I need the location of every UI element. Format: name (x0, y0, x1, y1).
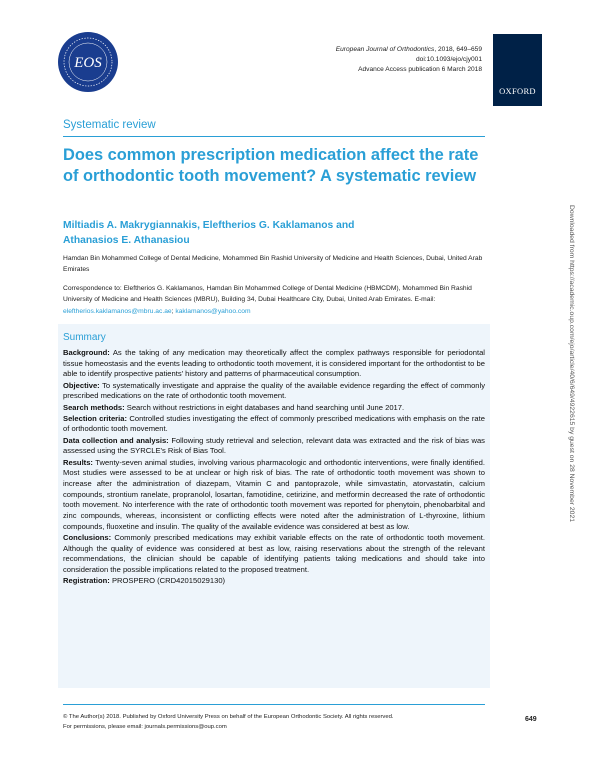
summary-results (63, 458, 485, 533)
authors-line-2: Athanasios E. Athanasiou (63, 235, 190, 246)
correspondence (63, 283, 488, 317)
oxford-logo-text: OXFORD (499, 86, 536, 96)
email-link-secondary[interactable]: kaklamanos@yahoo.com (175, 307, 251, 315)
summary-text: PROSPERO (CRD42015029130) (111, 576, 226, 586)
page-number: 649 (525, 716, 537, 723)
summary-label: Registration: (63, 576, 110, 586)
summary-label: Results: (63, 457, 93, 467)
summary-label: Data collection and analysis: (63, 435, 169, 445)
summary-background (63, 348, 485, 380)
journal-pages: , 2018, 649–659 (434, 46, 482, 53)
correspondence-text: Correspondence to: Eleftherios G. Kaklamanos, Hamdan Bin Mohammed College of Dental Medicine (HBMCDM), Mohammed Bin Rashid University of Medicine and Health Sciences (MBRU), Building 34, Dubai Healthcare City, Dubai, United Arab Emirates. E-mail: (63, 285, 472, 304)
advance-access: Advance Access publication 6 March 2018 (358, 66, 482, 73)
author-list (63, 218, 483, 248)
summary-data-collection (63, 436, 485, 457)
summary-body (63, 348, 485, 587)
summary-search-methods (63, 403, 485, 414)
summary-label: Objective: (63, 380, 100, 390)
summary-text: Search without restrictions in eight databases and hand searching until June 2017. (126, 402, 405, 412)
summary-selection-criteria (63, 414, 485, 435)
permissions-notice: For permissions, please email: journals.permissions@oup.com (63, 724, 227, 730)
affiliation: Hamdan Bin Mohammed College of Dental Medicine, Mohammed Bin Rashid University of Medicine and Health Sciences, Dubai, United Arab Emirates (63, 255, 483, 274)
summary-objective (63, 381, 485, 402)
section-divider (63, 136, 485, 137)
email-separator: ; (171, 307, 176, 315)
summary-label: Search methods: (63, 402, 125, 412)
article-title: Does common prescription medication affect the rate of orthodontic tooth movement? A systematic review (63, 146, 479, 185)
summary-heading: Summary (63, 332, 106, 343)
eos-logo (56, 30, 120, 94)
summary-text: Twenty-seven animal studies, involving various pharmacologic and orthodontic interventions, were finally identified. Most studies were assessed to be at unclear or high risk of bias. The rate of orthodontic tooth movement was shown to increase after the administration of diazepam, Vitamin C and pantoprazole, while simvastatin, atorvastatin, calcium compounds, strontium ranelate, propranolol, losartan, famotidine, cetirizine, and metformin decreased the rate of orthodontic tooth movement. No interference with the rate of orthodontic tooth movement was reported for phenytoin, phenobarbital and zinc compounds, whereas, inconsistent or conflicting effects were noted after the administration of L-thyroxine, lithium compounds, fluoxetine and insulin. The quality of the available evidence was considered at best as low. (63, 457, 485, 531)
summary-registration (63, 576, 485, 587)
summary-text: To systematically investigate and appraise the quality of the available evidence regarding the effect of commonly prescribed medications on the rate of orthodontic tooth movement. (63, 380, 485, 401)
summary-label: Conclusions: (63, 532, 112, 542)
summary-conclusions (63, 533, 485, 576)
authors-line-1: Miltiadis A. Makrygiannakis, Eleftherios G. Kaklamanos and (63, 220, 355, 231)
doi: doi:10.1093/ejo/cjy001 (416, 56, 482, 63)
summary-label: Selection criteria: (63, 413, 127, 423)
summary-text: Following study retrieval and selection, relevant data was extracted and the risk of bias was assessed using the SYRCLE's Risk of Bias Tool. (63, 435, 485, 456)
footer-divider (63, 704, 485, 705)
download-watermark: Downloaded from https://academic.oup.com/ejo/article/40/6/649/4922615 by guest on 28 November 2021 (568, 205, 575, 523)
oxford-logo (493, 34, 542, 106)
copyright-notice: © The Author(s) 2018. Published by Oxford University Press on behalf of the European Orthodontic Society. All rights reserved. (63, 714, 394, 720)
journal-name: European Journal of Orthodontics (335, 46, 435, 53)
email-link-primary[interactable]: eleftherios.kaklamanos@mbru.ac.ae (63, 307, 172, 315)
summary-label: Background: (63, 348, 110, 357)
summary-text: Commonly prescribed medications may exhibit variable effects on the rate of orthodontic tooth movement. Although the quality of evidence was considered at best as low, raising reservations about the strength of the relevant recommendations, the clinician should be capable of identifying patients taking medications and should take into consideration the possible implications related to the proposed treatment. (63, 532, 485, 575)
journal-citation (336, 45, 482, 55)
section-label: Systematic review (63, 119, 156, 131)
summary-text: Controlled studies investigating the effect of commonly prescribed medications with emphasis on the rate of orthodontic tooth movement. (63, 413, 485, 434)
summary-text: As the taking of any medication may theoretically affect the complex pathways responsible for periodontal tissue homeostasis and the events leading to orthodontic tooth movement, it is considered important for the orthodontist to be able to identify prospective patients' history and patterns of pharmaceutical consumption. (63, 348, 485, 379)
eos-logo-text: EOS (74, 55, 102, 71)
journal-info (336, 45, 482, 75)
footer (63, 712, 443, 732)
